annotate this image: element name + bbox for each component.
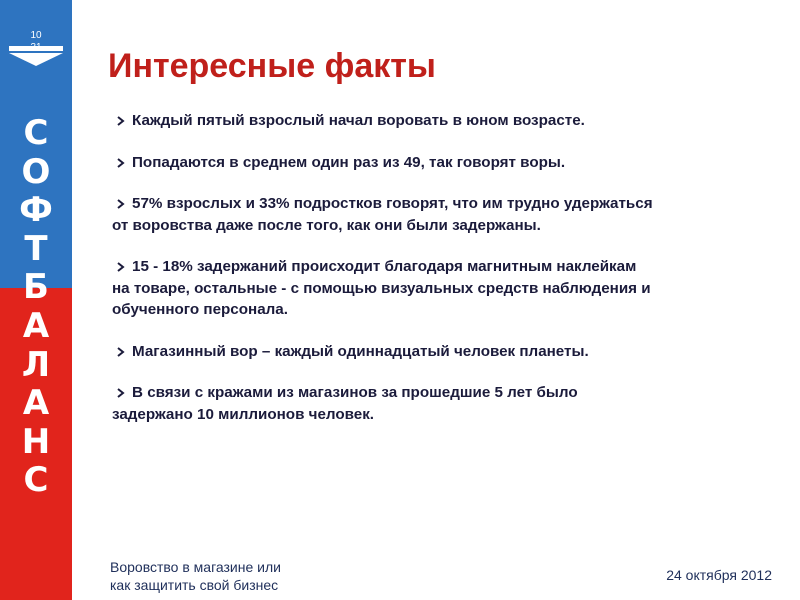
arrow-bullet-icon	[116, 262, 126, 272]
brand-letter: Н	[21, 421, 51, 462]
fact-line: 57% взрослых и 33% подростков говорят, что им трудно удержаться	[132, 195, 653, 212]
brand-letter: А	[22, 305, 50, 346]
arrow-bullet-icon	[116, 199, 126, 209]
fact-line: Попадаются в среднем один раз из 49, так говорят воры.	[132, 153, 566, 171]
fact-line: от воровства даже после того, как они были задержаны.	[112, 216, 541, 234]
fact-item	[112, 193, 772, 236]
fact-item	[112, 110, 772, 132]
fact-line: В связи с кражами из магазинов за прошедшие 5 лет было	[132, 384, 578, 401]
brand-letter: А	[22, 383, 50, 424]
brand-letter: О	[21, 151, 51, 192]
facts-list	[112, 110, 772, 445]
slide-title: Интересные факты	[108, 47, 436, 85]
fact-item	[112, 341, 772, 363]
fact-line: Магазинный вор – каждый одиннадцатый человек планеты.	[132, 342, 589, 360]
footer-date: 24 октября 2012	[666, 567, 772, 583]
brand-letter: Б	[23, 267, 49, 308]
fact-item	[112, 256, 772, 321]
brand-letter: Ф	[19, 190, 53, 231]
fact-item	[112, 382, 772, 425]
brand-letter: Т	[24, 228, 48, 269]
fact-line: обученного персонала.	[112, 301, 288, 318]
arrow-bullet-icon	[116, 347, 126, 357]
page-number-current: 10	[30, 30, 42, 41]
brand-letter: С	[23, 113, 49, 153]
fact-line: Каждый пятый взрослый начал воровать в юном возрасте.	[132, 112, 585, 129]
arrow-down-icon	[9, 46, 63, 66]
brand-sidebar	[0, 0, 72, 600]
footer-subtitle-line: как защитить свой бизнес	[110, 577, 279, 593]
footer-subtitle-line: Воровство в магазине или	[110, 559, 281, 575]
brand-letter: С	[23, 460, 49, 501]
brand-logo-vertical	[0, 114, 72, 500]
arrow-bullet-icon	[116, 116, 126, 126]
fact-line: задержано 10 миллионов человек.	[112, 405, 375, 423]
fact-line: на товаре, остальные - с помощью визуальных средств наблюдения и	[112, 279, 651, 297]
arrow-bullet-icon	[116, 158, 126, 168]
footer-subtitle	[110, 558, 281, 594]
brand-letter: Л	[21, 344, 51, 385]
fact-item	[112, 152, 772, 174]
arrow-bullet-icon	[116, 388, 126, 398]
fact-line: 15 - 18% задержаний происходит благодаря магнитным наклейкам	[132, 258, 637, 275]
